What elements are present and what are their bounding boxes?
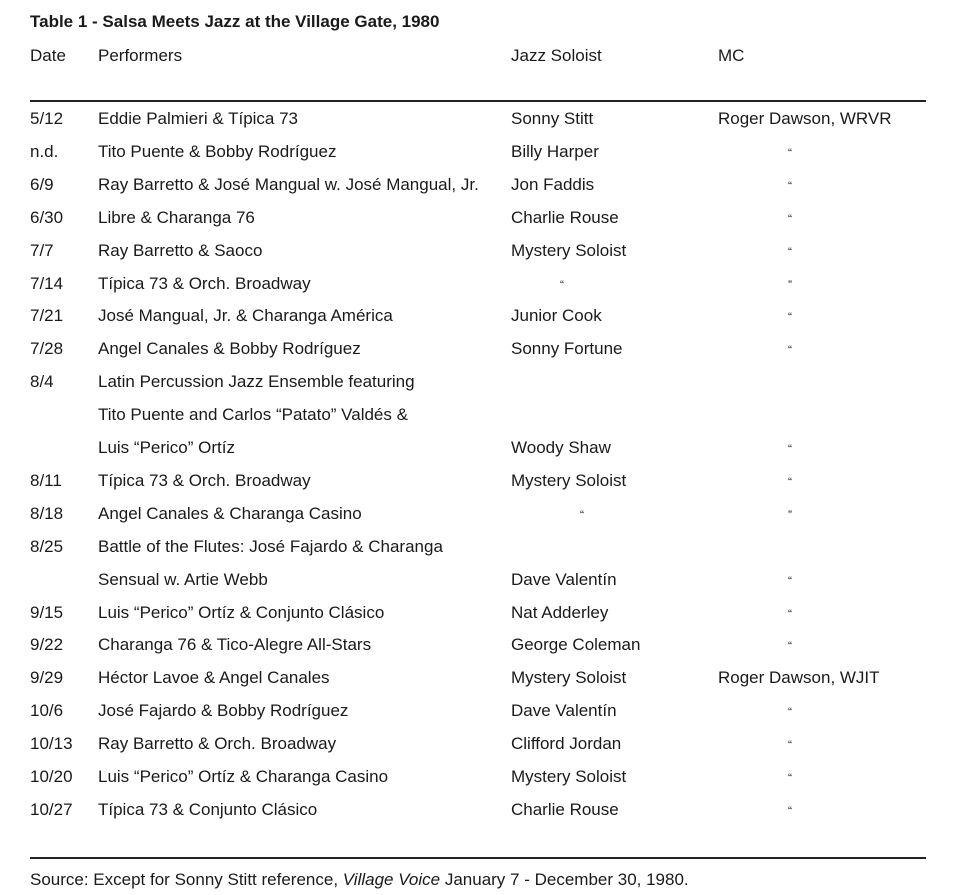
cell-mc: “ — [788, 145, 792, 160]
cell-mc: ” — [788, 277, 792, 292]
table-row — [0, 767, 958, 800]
cell-date: 9/29 — [30, 668, 64, 688]
table-row — [0, 274, 958, 307]
cell-performers: José Fajardo & Bobby Rodríguez — [98, 701, 349, 721]
cell-date: n.d. — [30, 141, 59, 161]
cell-performers: Libre & Charanga 76 — [98, 207, 255, 227]
table-row — [0, 471, 958, 504]
cell-jazz-soloist: “ — [560, 277, 564, 292]
cell-mc: Roger Dawson, WJIT — [718, 668, 880, 688]
table-row — [0, 537, 958, 570]
cell-performers: Latin Percussion Jazz Ensemble featuring — [98, 372, 415, 392]
cell-date: 9/22 — [30, 635, 64, 655]
cell-mc: “ — [788, 705, 792, 720]
cell-mc: ” — [788, 507, 792, 522]
table-row — [0, 668, 958, 701]
cell-date: 8/11 — [30, 470, 62, 490]
source-suffix: January 7 - December 30, 1980. — [440, 870, 689, 889]
cell-jazz-soloist: Dave Valentín — [511, 569, 617, 589]
cell-mc: “ — [788, 442, 792, 456]
cell-performers: Típica 73 & Orch. Broadway — [98, 470, 311, 490]
cell-jazz-soloist: Mystery Soloist — [511, 240, 627, 260]
table-row — [0, 603, 958, 636]
table-row — [0, 504, 958, 537]
cell-mc: Roger Dawson, WRVR — [718, 109, 892, 128]
header-performers: Performers — [98, 46, 183, 65]
cell-date: 7/21 — [30, 306, 64, 326]
table-row — [0, 405, 958, 438]
cell-mc: “ — [788, 639, 792, 654]
cell-mc: “ — [788, 178, 792, 193]
cell-date: 9/15 — [30, 602, 64, 622]
header-mc: MC — [718, 46, 745, 65]
table-row — [0, 109, 958, 142]
cell-performers: Ray Barretto & Orch. Broadway — [98, 734, 337, 754]
table-row — [0, 570, 958, 603]
cell-jazz-soloist: “ — [580, 507, 584, 522]
cell-performers: Tito Puente and Carlos “Patato” Valdés & — [98, 405, 408, 425]
table-row — [0, 701, 958, 734]
source-publication: Village Voice — [342, 870, 441, 889]
table-row — [0, 306, 958, 339]
cell-mc: “ — [788, 738, 792, 753]
table-row — [0, 339, 958, 372]
table-row — [0, 208, 958, 241]
cell-date: 10/13 — [30, 734, 73, 754]
cell-mc: “ — [788, 244, 792, 259]
table-title: Table 1 - Salsa Meets Jazz at the Village Gate, 1980 — [30, 12, 440, 31]
cell-jazz-soloist: Mystery Soloist — [511, 470, 627, 490]
cell-jazz-soloist: Mystery Soloist — [511, 767, 627, 786]
cell-mc: “ — [788, 771, 792, 785]
cell-performers: Eddie Palmieri & Típica 73 — [98, 109, 299, 128]
cell-performers: Ray Barretto & José Mangual w. José Mangual, Jr. — [98, 174, 479, 194]
source-prefix: Source: Except for Sonny Stitt reference, — [30, 870, 343, 889]
cell-date: 10/27 — [30, 799, 73, 819]
cell-performers: Luis “Perico” Ortíz & Charanga Casino — [98, 767, 389, 786]
cell-date: 6/30 — [30, 207, 64, 227]
table-row — [0, 142, 958, 175]
cell-performers: Luis “Perico” Ortíz — [98, 438, 235, 457]
cell-performers: Battle of the Flutes: José Fajardo & Charanga — [98, 536, 443, 556]
cell-date: 6/9 — [30, 174, 54, 194]
cell-jazz-soloist: Sonny Fortune — [511, 339, 623, 359]
cell-date: 5/12 — [30, 109, 64, 128]
cell-jazz-soloist: Mystery Soloist — [511, 668, 627, 688]
cell-jazz-soloist: Nat Adderley — [511, 602, 609, 622]
cell-performers: José Mangual, Jr. & Charanga América — [98, 306, 393, 326]
cell-jazz-soloist: Charlie Rouse — [511, 207, 619, 227]
cell-jazz-soloist: Billy Harper — [511, 141, 599, 161]
cell-mc: “ — [788, 211, 792, 226]
cell-jazz-soloist: George Coleman — [511, 635, 641, 655]
cell-mc: “ — [788, 573, 792, 588]
cell-jazz-soloist: Dave Valentín — [511, 701, 617, 721]
table-row — [0, 438, 958, 471]
cell-jazz-soloist: Woody Shaw — [511, 438, 611, 457]
cell-performers: Tito Puente & Bobby Rodríguez — [98, 141, 337, 161]
cell-performers: Angel Canales & Bobby Rodríguez — [98, 339, 361, 359]
cell-mc: “ — [788, 343, 792, 358]
table-row — [0, 372, 958, 405]
cell-date: 10/6 — [30, 701, 64, 721]
cell-mc: “ — [788, 606, 792, 621]
header-date: Date — [30, 46, 66, 65]
cell-date: 8/18 — [30, 503, 64, 523]
cell-performers: Angel Canales & Charanga Casino — [98, 503, 362, 523]
cell-performers: Charanga 76 & Tico-Alegre All-Stars — [98, 635, 372, 655]
cell-performers: Típica 73 & Conjunto Clásico — [98, 799, 318, 819]
cell-date: 10/20 — [30, 767, 73, 786]
cell-performers: Héctor Lavoe & Angel Canales — [98, 668, 330, 688]
table-row — [0, 241, 958, 274]
cell-performers: Típica 73 & Orch. Broadway — [98, 273, 311, 293]
cell-jazz-soloist: Clifford Jordan — [511, 734, 622, 754]
cell-mc: “ — [788, 474, 792, 489]
table-row — [0, 800, 958, 833]
cell-date: 7/14 — [30, 273, 64, 293]
header-jazz-soloist: Jazz Soloist — [511, 46, 602, 65]
cell-date: 8/4 — [30, 372, 54, 392]
cell-jazz-soloist: Junior Cook — [511, 306, 602, 326]
cell-jazz-soloist: Sonny Stitt — [511, 109, 594, 128]
table-row — [0, 175, 958, 208]
table-row — [0, 635, 958, 668]
cell-date: 7/7 — [30, 240, 54, 260]
cell-jazz-soloist: Jon Faddis — [511, 174, 595, 194]
footer-rule — [30, 857, 926, 859]
cell-mc: “ — [788, 803, 792, 818]
cell-performers: Sensual w. Artie Webb — [98, 569, 268, 589]
cell-date: 8/25 — [30, 536, 64, 556]
source-note — [30, 870, 689, 890]
cell-performers: Luis “Perico” Ortíz & Conjunto Clásico — [98, 602, 385, 622]
table-row — [0, 734, 958, 767]
cell-jazz-soloist: Charlie Rouse — [511, 799, 619, 819]
cell-performers: Ray Barretto & Saoco — [98, 240, 263, 260]
cell-mc: “ — [788, 310, 792, 325]
cell-date: 7/28 — [30, 339, 64, 359]
header-rule — [30, 100, 926, 102]
